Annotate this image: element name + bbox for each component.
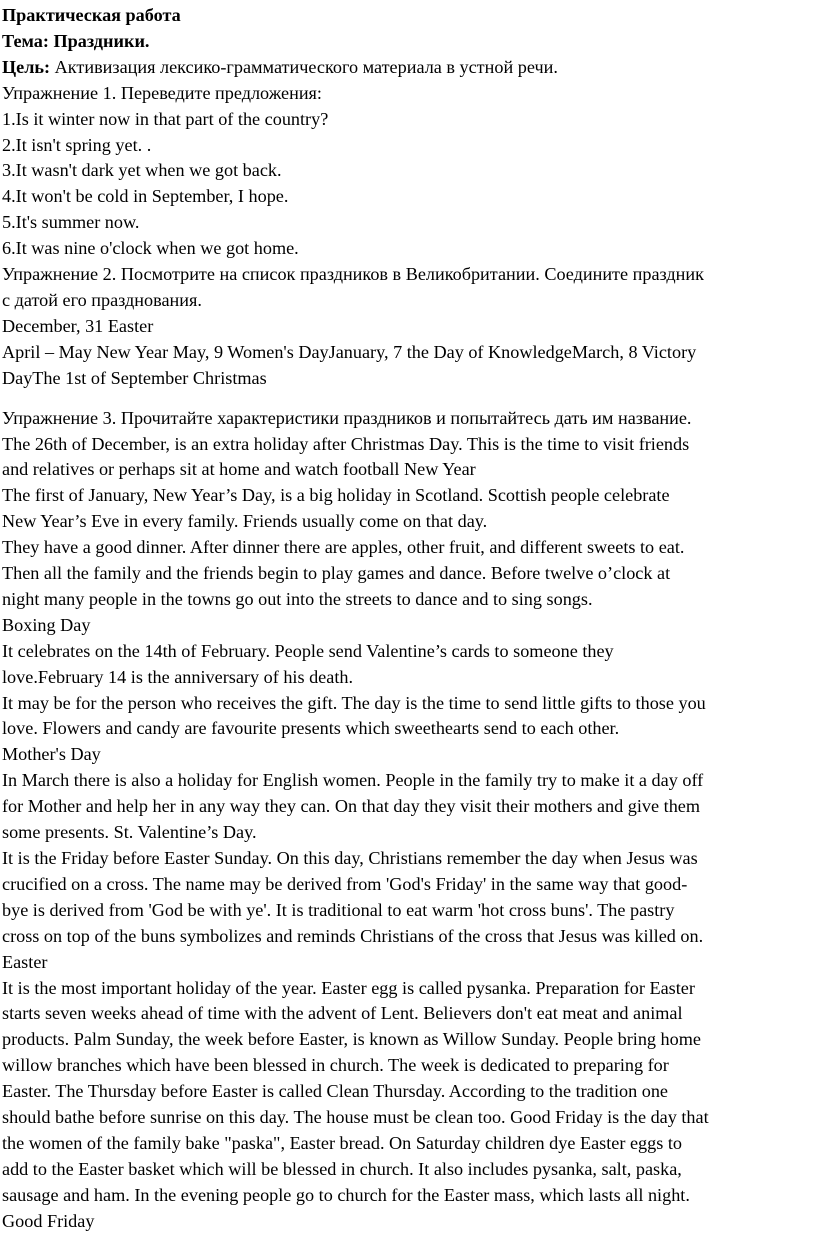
line-text: с датой его празднования. [2, 289, 202, 310]
line-text: cross on top of the buns symbolizes and reminds Christians of the cross that Jesus was killed on. [2, 925, 704, 946]
text-line [2, 340, 816, 366]
line-text: DayThe 1st of September Christmas [2, 367, 267, 388]
text-line [2, 184, 816, 210]
line-text: The first of January, New Year’s Day, is a big holiday in Scotland. Scottish people celebrate [2, 485, 670, 506]
text-line [2, 262, 816, 288]
line-text: It celebrates on the 14th of February. People send Valentine’s cards to someone they [2, 640, 614, 661]
text-line [2, 483, 816, 509]
line-text: Boxing Day [2, 614, 91, 635]
line-text: 6.It was nine o'clock when we got home. [2, 238, 299, 259]
text-line [2, 872, 816, 898]
text-line [2, 1079, 816, 1105]
text-line [2, 613, 816, 639]
line-text: bye is derived from 'God be with ye'. It is traditional to eat warm 'hot cross buns'. The pastry [2, 899, 675, 920]
line-text: Упражнение 2. Посмотрите на список праздников в Великобритании. Соедините праздник [2, 264, 704, 285]
text-line [2, 366, 816, 392]
text-line [2, 1131, 816, 1157]
line-text: It is the most important holiday of the year. Easter egg is called pysanka. Preparation for Easter [2, 977, 695, 998]
text-line [2, 691, 816, 717]
line-text: and relatives or perhaps sit at home and watch football New Year [2, 459, 476, 480]
line-text: 1.Is it winter now in that part of the country? [2, 108, 329, 129]
bold-label: Цель: [2, 56, 51, 77]
line-text: Easter. The Thursday before Easter is called Clean Thursday. According to the tradition one [2, 1081, 668, 1102]
text-line [2, 133, 816, 159]
line-text: Easter [2, 951, 48, 972]
line-text: love.February 14 is the anniversary of his death. [2, 666, 354, 687]
line-text: 4.It won't be cold in September, I hope. [2, 186, 289, 207]
line-text: Активизация лексико-грамматического материала в устной речи. [50, 56, 558, 77]
text-line [2, 665, 816, 691]
line-text: 2.It isn't spring yet. . [2, 134, 152, 155]
text-line [2, 457, 816, 483]
text-line [2, 976, 816, 1002]
text-line [2, 107, 816, 133]
text-line [2, 314, 816, 340]
line-text: 3.It wasn't dark yet when we got back. [2, 160, 282, 181]
text-line [2, 587, 816, 613]
text-line [2, 1105, 816, 1131]
text-line [2, 820, 816, 846]
line-text: It may be for the person who receives the gift. The day is the time to send little gifts to those you [2, 692, 706, 713]
bold-label: Тема: Праздники. [2, 30, 150, 51]
text-line [2, 846, 816, 872]
line-text: add to the Easter basket which will be blessed in church. It also includes pysanka, salt, paska, [2, 1158, 682, 1179]
text-line [2, 924, 816, 950]
text-line [2, 29, 816, 55]
line-text: Good Friday [2, 1210, 95, 1231]
line-text: April – May New Year May, 9 Women's DayJanuary, 7 the Day of KnowledgeMarch, 8 Victory [2, 341, 697, 362]
text-line [2, 535, 816, 561]
text-line [2, 509, 816, 535]
text-line [2, 639, 816, 665]
line-text: In March there is also a holiday for English women. People in the family try to make it a day off [2, 770, 704, 791]
text-line [2, 898, 816, 924]
line-text: They have a good dinner. After dinner there are apples, other fruit, and different sweets to eat. [2, 537, 685, 558]
text-line [2, 3, 816, 29]
text-line [2, 794, 816, 820]
text-line [2, 158, 816, 184]
text-line [2, 288, 816, 314]
bold-label: Практическая работа [2, 5, 181, 25]
line-text: night many people in the towns go out into the streets to dance and to sing songs. [2, 588, 593, 609]
text-line [2, 950, 816, 976]
text-line [2, 1209, 816, 1235]
paragraph-gap [2, 392, 816, 406]
text-line [2, 210, 816, 236]
line-text: New Year’s Eve in every family. Friends usually come on that day. [2, 511, 488, 532]
line-text: Mother's Day [2, 744, 101, 765]
text-line [2, 1157, 816, 1183]
line-text: It is the Friday before Easter Sunday. On this day, Christians remember the day when Jesus was [2, 848, 698, 868]
text-line [2, 561, 816, 587]
line-text: some presents. St. Valentine’s Day. [2, 822, 257, 843]
line-text: starts seven weeks ahead of time with the advent of Lent. Believers don't eat meat and animal [2, 1003, 683, 1024]
line-text: sausage and ham. In the evening people go to church for the Easter mass, which lasts all night. [2, 1184, 690, 1205]
line-text: Упражнение 3. Прочитайте характеристики праздников и попытайтесь дать им название. [2, 407, 692, 428]
line-text: 5.It's summer now. [2, 212, 140, 233]
line-text: products. Palm Sunday, the week before Easter, is known as Willow Sunday. People bring home [2, 1029, 701, 1050]
line-text: the women of the family bake "paska", Easter bread. On Saturday children dye Easter eggs to [2, 1132, 682, 1153]
text-line [2, 81, 816, 107]
text-line [2, 742, 816, 768]
line-text: crucified on a cross. The name may be derived from 'God's Friday' in the same way that good- [2, 873, 688, 894]
text-line [2, 406, 816, 432]
text-line [2, 432, 816, 458]
text-line [2, 768, 816, 794]
line-text: should bathe before sunrise on this day. The house must be clean too. Good Friday is the day that [2, 1107, 709, 1128]
text-line [2, 55, 816, 81]
line-text: love. Flowers and candy are favourite presents which sweethearts send to each other. [2, 718, 620, 739]
line-text: The 26th of December, is an extra holiday after Christmas Day. This is the time to visit friends [2, 433, 690, 454]
text-line [2, 716, 816, 742]
line-text: Упражнение 1. Переведите предложения: [2, 82, 322, 103]
text-line [2, 236, 816, 262]
text-line [2, 1053, 816, 1079]
text-line [2, 1027, 816, 1053]
text-line [2, 1001, 816, 1027]
line-text: Then all the family and the friends begin to play games and dance. Before twelve o’clock at [2, 563, 671, 584]
line-text: December, 31 Easter [2, 315, 154, 336]
line-text: willow branches which have been blessed in church. The week is dedicated to preparing for [2, 1055, 669, 1076]
text-line [2, 1183, 816, 1209]
line-text: for Mother and help her in any way they can. On that day they visit their mothers and give them [2, 796, 701, 817]
